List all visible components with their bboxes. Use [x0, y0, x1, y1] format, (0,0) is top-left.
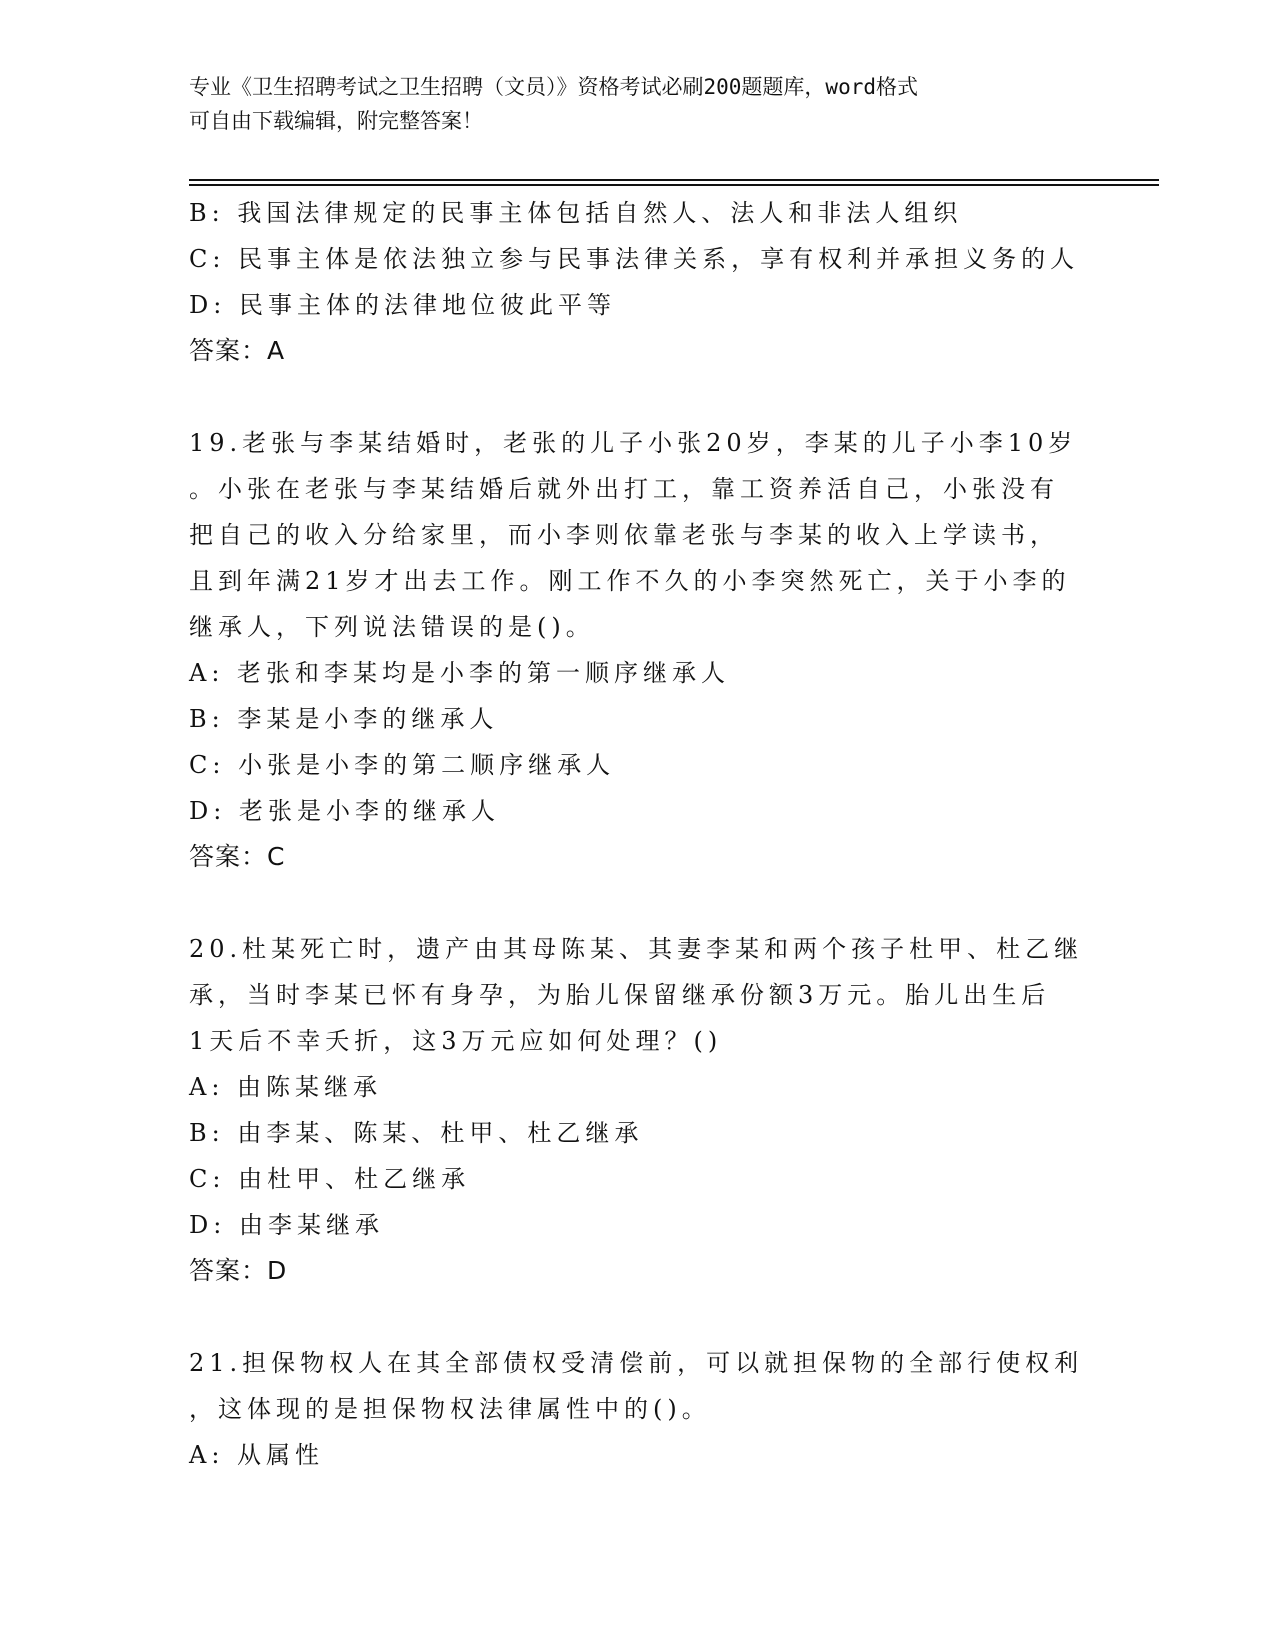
header-title-line-2: 可自由下载编辑，附完整答案！	[189, 109, 483, 133]
question-21	[189, 1340, 1089, 1478]
option-c: C: 由杜甲、杜乙继承	[189, 1165, 471, 1193]
option-c: C: 民事主体是依法独立参与民事法律关系，享有权利并承担义务的人	[189, 245, 1080, 273]
option-c: C: 小张是小李的第二顺序继承人	[189, 751, 616, 779]
header-divider-bottom	[189, 184, 1159, 186]
question-stem-line: 承，当时李某已怀有身孕，为胎儿保留继承份额3万元。胎儿出生后	[189, 981, 1051, 1009]
answer-line: 答案：C	[189, 842, 286, 871]
header-title-line-1: 专业《卫生招聘考试之卫生招聘（文员）》资格考试必刷200题题库，word格式	[189, 75, 918, 99]
question-stem-line: 继承人，下列说法错误的是()。	[189, 613, 595, 641]
question-stem-line: 把自己的收入分给家里，而小李则依靠老张与李某的收入上学读书，	[189, 521, 1059, 549]
question-stem-line: 1天后不幸夭折，这3万元应如何处理？()	[189, 1027, 723, 1055]
spacer	[189, 1294, 1089, 1340]
question-list	[189, 190, 1089, 1478]
spacer	[189, 374, 1089, 420]
option-b: B: 由李某、陈某、杜甲、杜乙继承	[189, 1119, 644, 1147]
answer-line: 答案：D	[189, 1256, 288, 1285]
option-a: A: 老张和李某均是小李的第一顺序继承人	[189, 659, 731, 687]
option-a: A: 由陈某继承	[189, 1073, 383, 1101]
question-stem-line: 且到年满21岁才出去工作。刚工作不久的小李突然死亡，关于小李的	[189, 567, 1071, 595]
question-stem-line: 20.杜某死亡时，遗产由其母陈某、其妻李某和两个孩子杜甲、杜乙继	[189, 935, 1084, 963]
option-a: A: 从属性	[189, 1441, 325, 1469]
option-d: D: 由李某继承	[189, 1211, 384, 1239]
question-stem-line: 。小张在老张与李某结婚后就外出打工，靠工资养活自己，小张没有	[189, 475, 1059, 503]
question-19	[189, 420, 1089, 880]
question-stem-line: ，这体现的是担保物权法律属性中的()。	[189, 1395, 711, 1423]
question-stem-line: 21.担保物权人在其全部债权受清偿前，可以就担保物的全部行使权利	[189, 1349, 1084, 1377]
spacer	[189, 880, 1089, 926]
option-b: B: 我国法律规定的民事主体包括自然人、法人和非法人组织	[189, 199, 963, 227]
option-d: D: 老张是小李的继承人	[189, 797, 500, 825]
question-stem-line: 19.老张与李某结婚时，老张的儿子小张20岁，李某的儿子小李10岁	[189, 429, 1078, 457]
header-divider-top	[189, 179, 1159, 181]
question-20	[189, 926, 1089, 1294]
option-d: D: 民事主体的法律地位彼此平等	[189, 291, 616, 319]
document-header	[189, 70, 1089, 138]
option-b: B: 李某是小李的继承人	[189, 705, 499, 733]
question-18	[189, 190, 1089, 374]
answer-line: 答案：A	[189, 336, 286, 365]
